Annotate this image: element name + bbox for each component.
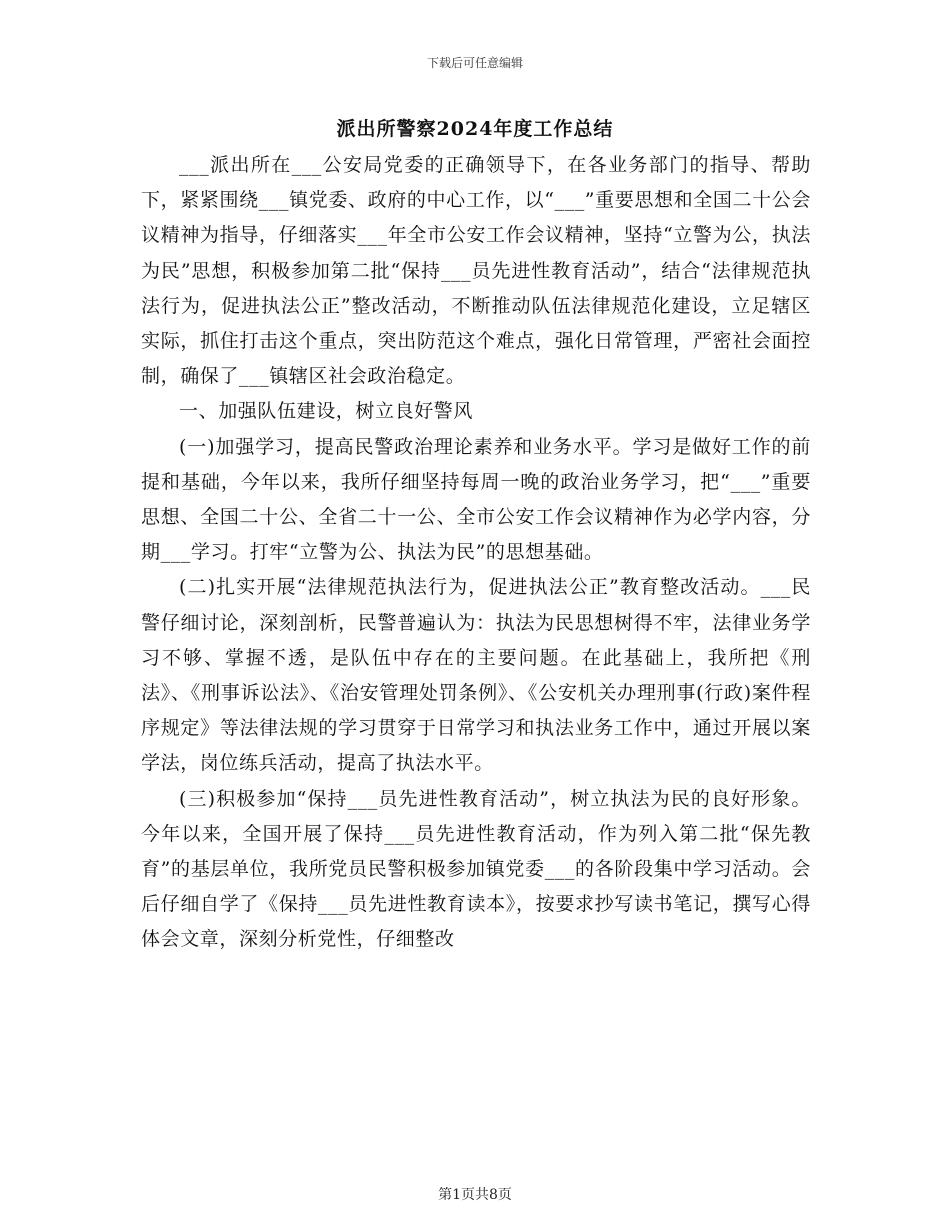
paragraph-item-2: (二)扎实开展“法律规范执法行为，促进执法公正”教育整改活动。___民警仔细讨论，深刻剖析，民警普遍认为：执法为民思想树得不牢，法律业务学习不够、掌握不透，是队伍中存在的主要问题。在此基础上，我所把《刑法》、《刑事诉讼法》、《治安管理处罚条例》、《公安机关办理刑事(行政)案件程序规定》等法律法规的学习贯穿于日常学习和执法业务工作中，通过开展以案学法，岗位练兵活动，提高了执法水平。 [141, 576, 811, 775]
document-title: 派出所警察2024年度工作总结 [336, 118, 614, 140]
paragraph-intro: ___派出所在___公安局党委的正确领导下，在各业务部门的指导、帮助下，紧紧围绕___镇党委、政府的中心工作，以“___”重要思想和全国二十公会议精神为指导，仔细落实___年全市公安工作会议精神，坚持“立警为公，执法为民”思想，积极参加第二批“保持___员先进性教育活动”，结合“法律规范执法行为，促进执法公正”整改活动，不断推动队伍法律规范化建设，立足辖区实际，抓住打击这个重点，突出防范这个难点，强化日常管理，严密社会面控制，确保了___镇辖区社会政治稳定。 [141, 154, 811, 388]
section-heading: 一、加强队伍建设，树立良好警风 [179, 400, 474, 423]
header-note: 下载后可任意编辑 [426, 56, 523, 70]
paragraph-item-1: (一)加强学习，提高民警政治理论素养和业务水平。学习是做好工作的前提和基础，今年以来，我所仔细坚持每周一晚的政治业务学习，把“___”重要思想、全国二十公、全省二十一公、全市公安工作会议精神作为必学内容，分期___学习。打牢“立警为公、执法为民”的思想基础。 [141, 435, 811, 564]
paragraph-item-3: (三)积极参加“保持___员先进性教育活动”，树立执法为民的良好形象。今年以来，全国开展了保持___员先进性教育活动，作为列入第二批“保先教育”的基层单位，我所党员民警积极参加镇党委___的各阶段集中学习活动。会后仔细自学了《保持___员先进性教育读本》，按要求抄写读书笔记，撰写心得体会文章，深刻分析党性，仔细整改 [141, 787, 811, 951]
document-body [141, 148, 811, 958]
page-footer: 第1页共8页 [438, 1187, 512, 1203]
